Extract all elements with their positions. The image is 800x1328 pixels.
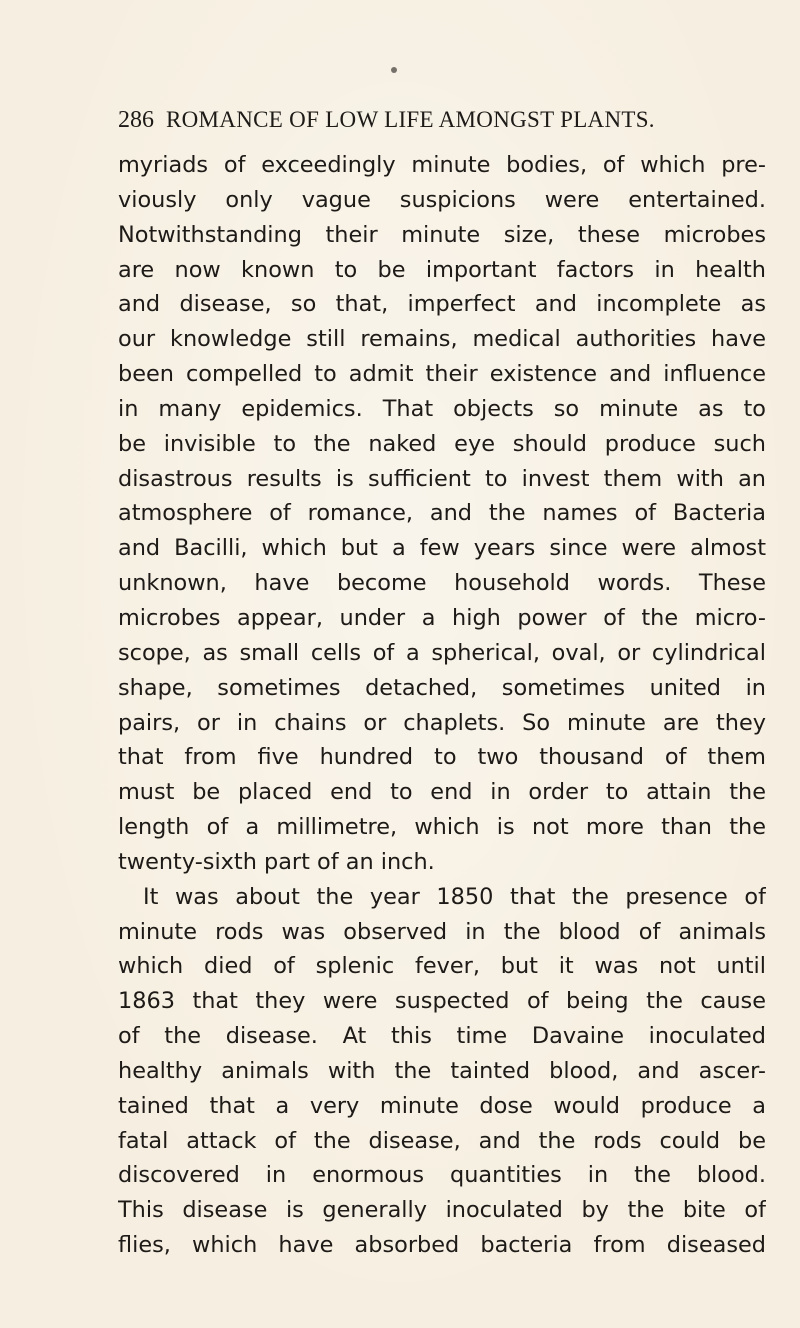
text-line: and disease, so that, imperfect and incomplete as [118, 291, 766, 318]
text-line: Notwithstanding their minute size, these microbes [118, 221, 766, 248]
text-line: been compelled to admit their existence and influence [118, 361, 766, 388]
text-line: of the disease. At this time Davaine inoculated [118, 1023, 766, 1050]
text-line: be invisible to the naked eye should produce such [118, 430, 766, 457]
body-text [118, 148, 766, 1263]
text-line: are now known to be important factors in health [118, 256, 766, 283]
text-line: length of a millimetre, which is not more than the [118, 814, 766, 841]
text-line: unknown, have become household words. These [118, 570, 766, 597]
text-line: disastrous results is sufficient to invest them with an [118, 465, 766, 492]
text-line: atmosphere of romance, and the names of Bacteria [118, 500, 766, 527]
text-line: microbes appear, under a high power of the micro- [118, 604, 766, 631]
text-line: discovered in enormous quantities in the blood. [118, 1162, 766, 1189]
paragraph-ending-line: twenty-sixth part of an inch. [118, 848, 435, 875]
text-line: scope, as small cells of a spherical, oval, or cylindrical [118, 639, 766, 666]
text-line: that from five hundred to two thousand of them [118, 744, 766, 771]
text-line: myriads of exceedingly minute bodies, of which pre- [118, 152, 766, 178]
paragraph-first-line: It was about the year 1850 that the presence of [143, 883, 766, 910]
text-line: This disease is generally inoculated by the bite of [118, 1197, 766, 1224]
text-line: fatal attack of the disease, and the rods could be [118, 1127, 766, 1154]
text-line: shape, sometimes detached, sometimes united in [118, 674, 766, 701]
print-mark [391, 67, 397, 73]
text-line: healthy animals with the tainted blood, and ascer- [118, 1057, 766, 1084]
text-line: flies, which have absorbed bacteria from diseased [118, 1232, 766, 1259]
text-line: our knowledge still remains, medical authorities have [118, 326, 766, 353]
text-line: minute rods was observed in the blood of animals [118, 918, 766, 945]
text-line: must be placed end to end in order to attain the [118, 779, 766, 806]
text-line: and Bacilli, which but a few years since were almost [118, 535, 766, 562]
page-number: 286 [118, 106, 154, 133]
running-head: ROMANCE OF LOW LIFE AMONGST PLANTS. [166, 107, 655, 132]
text-line: viously only vague suspicions were entertained. [118, 186, 766, 213]
text-line: in many epidemics. That objects so minute as to [118, 395, 766, 422]
text-line: 1863 that they were suspected of being the cause [118, 988, 766, 1015]
text-line: pairs, or in chains or chaplets. So minute are they [118, 709, 766, 736]
page-header [118, 100, 800, 140]
text-line: tained that a very minute dose would produce a [118, 1092, 766, 1119]
text-line: which died of splenic fever, but it was not until [118, 953, 766, 980]
